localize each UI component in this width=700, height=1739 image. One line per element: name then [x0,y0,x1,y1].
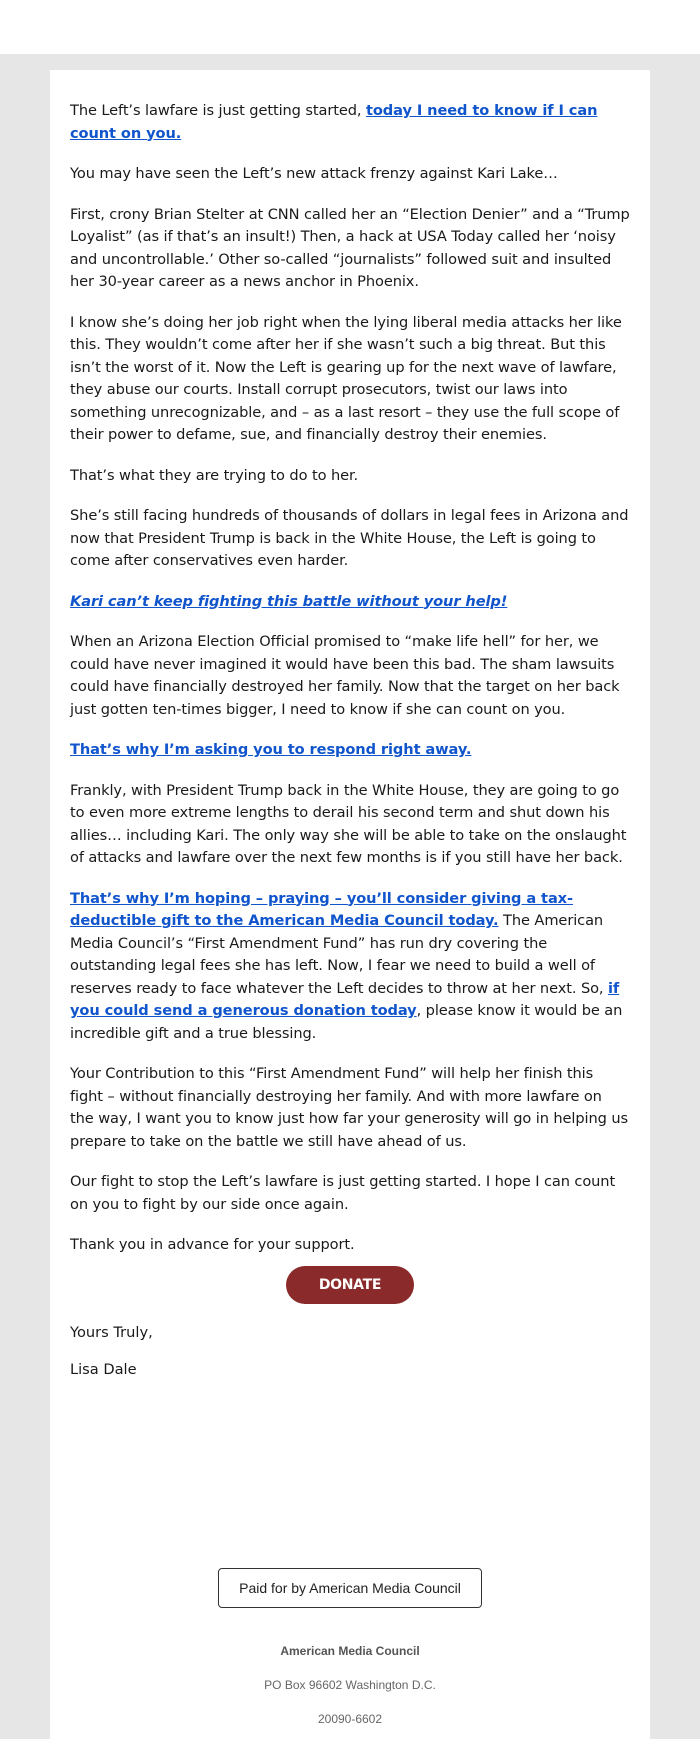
paragraph-attack-frenzy: You may have seen the Left’s new attack frenzy against Kari Lake… [70,165,558,182]
paragraph-kari-help [70,591,630,614]
paragraph-second-term: Frankly, with President Trump back in the White House, they are going to go to even more extreme lengths to derail his second term and shut down his allies… including Kari. The only way she will be able to take on the onslaught of attacks and lawfare over the next few months is if you still have her back. [70,781,627,866]
paragraph-intro [70,100,630,145]
intro-text: The Left’s lawfare is just getting started, [70,102,366,119]
paragraph-stelter: First, crony Brian Stelter at CNN called her an “Election Denier” and a “Trump Loyalist” (as if that’s an insult!) Then, a hack at USA Today called her ‘noisy and uncontrollable.’ Other so-called “journalists” followed suit and insulted her 30-year career as a news anchor in Phoenix. [70,205,630,290]
footer [50,1568,650,1726]
paragraph-gift [70,888,630,1046]
footer-address: PO Box 96602 Washington D.C. [264,1678,436,1692]
respond-right-away-link[interactable]: That’s why I’m asking you to respond right away. [70,741,472,758]
paid-for-box: Paid for by American Media Council [218,1568,482,1608]
email-body [50,70,650,1739]
paragraph-trying-to-do: That’s what they are trying to do to her. [70,466,359,484]
signature: Lisa Dale [70,1360,137,1378]
generous-donation-link[interactable]: if you could send a generous donation today [70,979,620,1019]
paragraph-lying-media: I know she’s doing her job right when the lying liberal media attacks her like this. They wouldn’t come after her if she wasn’t such a big threat. But this isn’t the worst of it. Now the Left is gearing up for the next wave of lawfare, they abuse our courts. Install corrupt prosecutors, twist our laws into something unrecognizable, and – as a last resort – they use the full scope of their power to defame, sue, and financially destroy their enemies. [70,313,622,443]
count-on-you-link[interactable]: today I need to know if I can count on you. [70,102,598,142]
paragraph-thank-you: Thank you in advance for your support. [70,1236,355,1253]
email-background [0,54,700,1739]
footer-org: American Media Council [280,1644,420,1658]
paragraph-election-official: When an Arizona Election Official promised to “make life hell” for her, we could have never imagined it would have been this bad. The sham lawsuits could have financially destroyed her family. Now that the target on her back just gotten ten-times bigger, I need to know if she can count on you. [70,633,620,718]
donate-button[interactable]: DONATE [286,1266,414,1304]
kari-help-link[interactable]: Kari can’t keep fighting this battle without your help! [70,592,508,610]
donate-wrap [70,1266,630,1304]
gift-text-1: The American Media Council’s “First Amendment Fund” has run dry covering the outstanding legal fees she has left. Now, I fear we need to build a well of reserves ready to face whatever the Left decides to throw at her next. So, [70,912,609,997]
closing: Yours Truly, [70,1323,153,1341]
paragraph-respond [70,739,630,762]
top-margin [0,0,700,54]
paragraph-legal-fees: She’s still facing hundreds of thousands of dollars in legal fees in Arizona and now that President Trump is back in the White House, the Left is going to come after conservatives even harder. [70,507,629,569]
paragraph-fight: Our fight to stop the Left’s lawfare is just getting started. I hope I can count on you to fight by our side once again. [70,1173,616,1213]
paragraph-contribution: Your Contribution to this “First Amendment Fund” will help her finish this fight – without financially destroying her family. And with more lawfare on the way, I want you to know just how far your generosity will go in helping us prepare to take on the battle we still have ahead of us. [70,1065,629,1150]
footer-zip: 20090-6602 [317,1712,383,1726]
gift-text-2: , please know it would be an incredible gift and a true blessing. [70,1002,623,1042]
tax-deductible-gift-link[interactable]: That’s why I’m hoping – praying – you’ll consider giving a tax-deductible gift to the American Media Council today. [70,889,573,929]
